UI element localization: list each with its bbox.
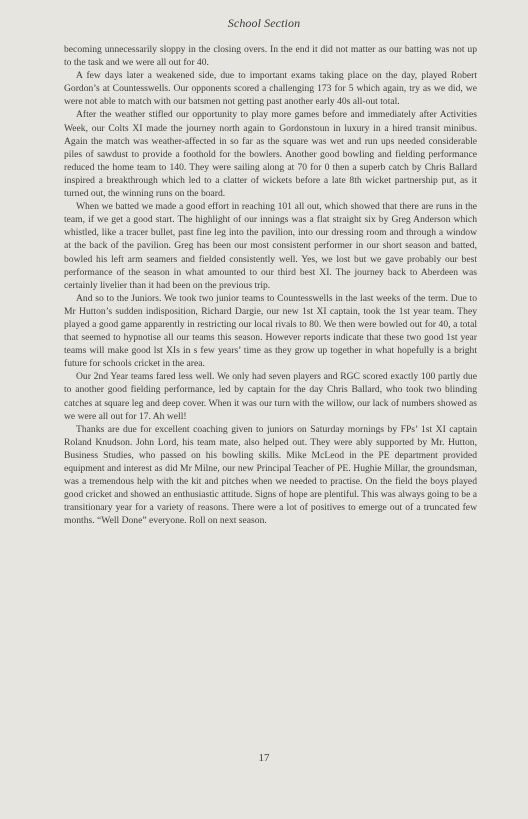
paragraph: After the weather stifled our opportunity to play more games before and immediately after Activities Week, our Colts XI made the journey north again to Gordonstoun in luxury in a hired transit minibus. Again the match was weather-affected in so far as the square was wet and run ups needed considerable piles of sawdust to provide a foothold for the bowlers. Another good bowling and fielding performance reduced the home team to 140. They were sailing along at 70 for 0 then a superb catch by Chris Ballard inspired a breakthrough which led to a clatter of wickets before a late 8th wicket partnership put, as it turned out, the winning runs on the board. xyxy=(64,109,477,200)
paragraph: Thanks are due for excellent coaching given to juniors on Saturday mornings by FPs’ 1st XI captain Roland Knudson. John Lord, his team mate, also helped out. They were ably supported by Mr. Hutton, Business Studies, who passed on his bowling skills. Mike McLeod in the PE department provided equipment and interest as did Mr Milne, our new Principal Teacher of PE. Hughie Millar, the groundsman, was a tremendous help with the kit and pitches when we needed to practise. On the field the boys played good cricket and showed an enthusiastic attitude. Signs of hope are plentiful. This was always going to be a transitionary year for a variety of reasons. There were a lot of positives to emerge out of a truncated few months. “Well Done” everyone. Roll on next season. xyxy=(64,423,477,527)
paragraph: A few days later a weakened side, due to important exams taking place on the day, played Robert Gordon’s at Countesswells. Our opponents scored a challenging 173 for 5 which again, try as we did, we were not able to match with our batsmen not getting past another early 40s all-out total. xyxy=(64,70,477,108)
paragraph: Our 2nd Year teams fared less well. We only had seven players and RGC scored exactly 100 partly due to another good fielding performance, led by captain for the day Chris Ballard, who took two blinding catches at square leg and deep cover. When it was our turn with the willow, our lack of numbers showed as we were all out for 17. Ah well! xyxy=(64,371,477,422)
paragraph: becoming unnecessarily sloppy in the closing overs. In the end it did not matter as our batting was not up to the task and we were all out for 40. xyxy=(64,44,477,69)
page-number: 17 xyxy=(258,752,270,764)
paragraph: And so to the Juniors. We took two junior teams to Countesswells in the last weeks of the term. Due to Mr Hutton’s sudden indisposition, Richard Dargie, our new 1st XI captain, took the 1st year team. They played a good game apparently in restricting our local rivals to 80. We then were bowled out for 40, a total that seemed to hypnotise all our teams this season. However reports indicate that these two good 1st year teams will make good lst XIs in s few years’ time as they grow up together in what hopefully is a bright future for schools cricket in the area. xyxy=(64,292,477,370)
paragraph: When we batted we made a good effort in reaching 101 all out, which showed that there are runs in the team, if we get a good start. The highlight of our innings was a flat straight six by Greg Anderson which whistled, like a tracer bullet, past fine leg into the pavilion, into our dressing room and through a window at the back of the pavilion. Greg has been our most consistent performer in our short season and batted, bowled his left arm seamers and fielded consistently well. Yes, we lost but we gave probably our best performance of the season in what amounted to our third best XI. The journey back to Aberdeen was certainly livelier than it had been on the previous trip. xyxy=(64,201,477,291)
article-body xyxy=(64,43,477,527)
running-header: School Section xyxy=(227,16,301,30)
